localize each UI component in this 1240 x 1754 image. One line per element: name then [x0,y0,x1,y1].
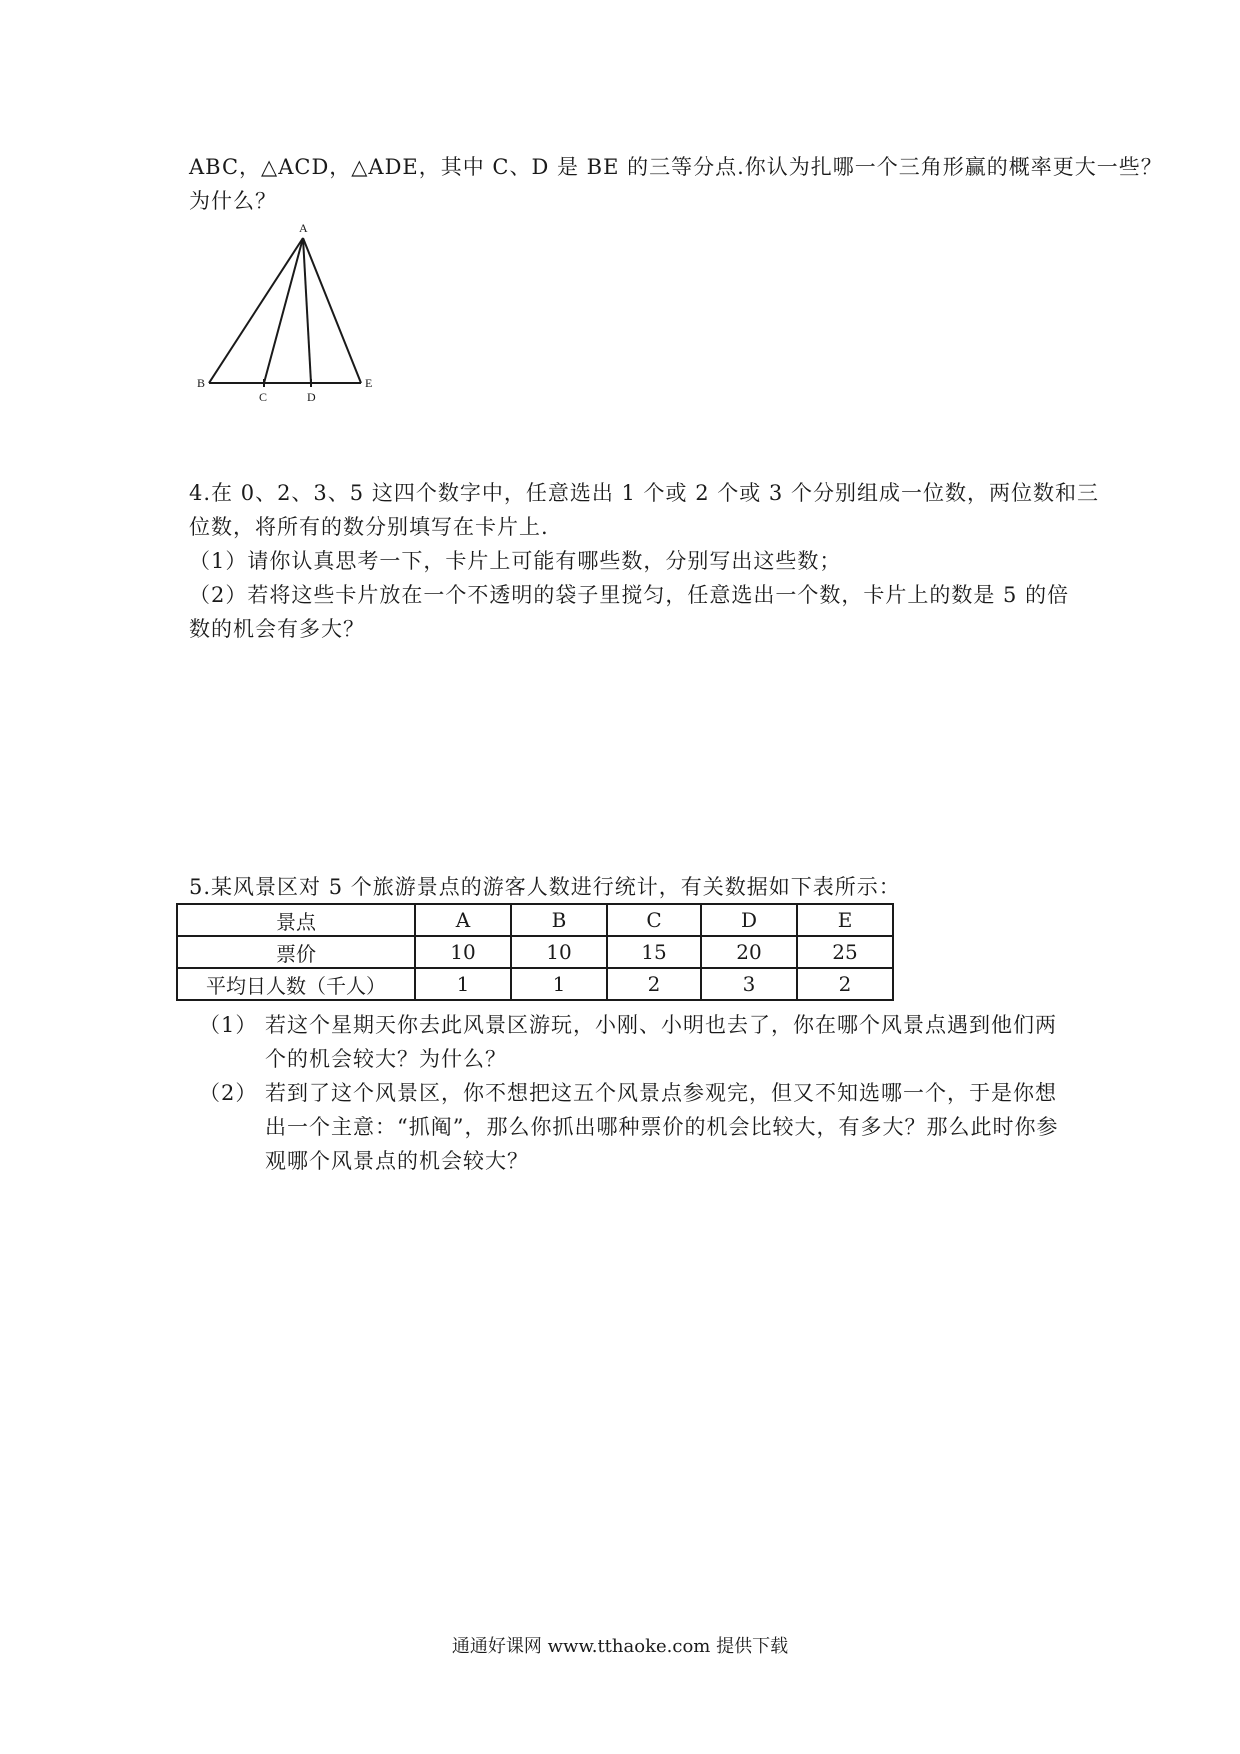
table-cell: 10 [415,936,511,968]
q5-part2-number: （2） [199,1081,258,1105]
footer-credit: 通通好课网 www.tthaoke.com 提供下载 [451,1636,789,1657]
segment-ab [209,238,303,383]
q4-text-line5: 数的机会有多大？ [189,617,365,641]
segment-ae [303,238,361,383]
q5-part1-line1: 若这个星期天你去此风景区游玩，小刚、小明也去了，你在哪个风景点遇到他们两 [265,1013,1057,1037]
table-cell: 2 [607,968,701,1000]
triangle-figure [189,218,389,408]
q5-part2-line3: 观哪个风景点的机会较大？ [265,1149,529,1173]
table-cell: 10 [511,936,607,968]
table-cell: 景点 [177,904,415,936]
q4-text-line4: （2）若将这些卡片放在一个不透明的袋子里搅匀，任意选出一个数，卡片上的数是 5 的倍 [189,583,1070,607]
table-cell: 平均日人数（千人） [177,968,415,1000]
scenic-spot-table [176,903,894,1001]
table-cell: E [797,904,893,936]
q3-text-line2: 为什么？ [189,189,277,213]
q3-text-line1: ABC，△ACD，△ADE，其中 C、D 是 BE 的三等分点.你认为扎哪一个三角形赢的概率更大一些？ [189,155,1163,179]
table-row [177,904,893,936]
table-cell: B [511,904,607,936]
table-cell: 3 [701,968,797,1000]
q5-part2-line1: 若到了这个风景区，你不想把这五个风景点参观完，但又不知选哪一个，于是你想 [265,1081,1057,1105]
q4-text-line3: （1）请你认真思考一下，卡片上可能有哪些数，分别写出这些数； [189,549,842,573]
q5-part1-number: （1） [199,1013,258,1037]
table-cell: 2 [797,968,893,1000]
q5-part2-line2: 出一个主意：“抓阄”，那么你抓出哪种票价的机会比较大，有多大？那么此时你参 [265,1115,1059,1139]
table-cell: C [607,904,701,936]
table-cell: 1 [415,968,511,1000]
table-cell: A [415,904,511,936]
q5-part1-line2: 个的机会较大？为什么？ [265,1047,507,1071]
table-row [177,936,893,968]
table-cell: 15 [607,936,701,968]
table-row [177,968,893,1000]
q4-text-line2: 位数，将所有的数分别填写在卡片上. [189,515,549,539]
label-d: D [307,390,316,404]
segment-ac [264,238,303,383]
table-cell: 1 [511,968,607,1000]
table-cell: 票价 [177,936,415,968]
table-cell: 25 [797,936,893,968]
label-c: C [259,390,268,404]
q4-text-line1: 4.在 0、2、3、5 这四个数字中，任意选出 1 个或 2 个或 3 个分别组成一位数，两位数和三 [189,481,1099,505]
label-b: B [197,376,206,390]
label-a: A [299,221,308,235]
table-cell: 20 [701,936,797,968]
label-e: E [365,376,373,390]
table-cell: D [701,904,797,936]
segment-ad [303,238,311,383]
q5-intro: 5.某风景区对 5 个旅游景点的游客人数进行统计，有关数据如下表所示： [189,875,901,899]
